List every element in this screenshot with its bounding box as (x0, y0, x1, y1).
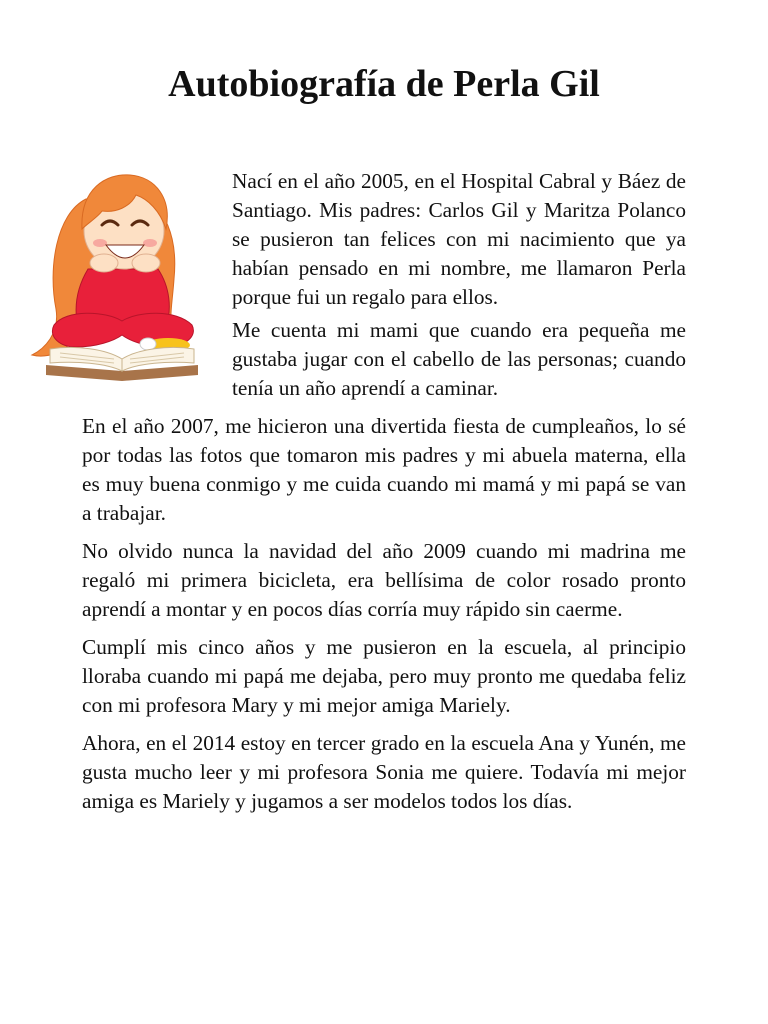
paragraph-2: Me cuenta mi mami que cuando era pequeña me gustaba jugar con el cabello de las personas; cuando tenía un año aprendí a caminar. (232, 318, 686, 400)
girl-reading-book-icon (26, 159, 212, 381)
paragraph-5: Cumplí mis cinco años y me pusieron en la escuela, al principio lloraba cuando mi papá me dejaba, pero muy pronto me quedaba feliz con mi profesora Mary y mi mejor amiga Mariely. (82, 635, 686, 717)
hand-right (132, 254, 160, 272)
cheek-right (143, 239, 157, 247)
paragraph-3: En el año 2007, me hicieron una divertida fiesta de cumpleaños, lo sé por todas las fotos que tomaron mis padres y mi abuela materna, ella es muy buena conmigo y me cuida cuando mi mamá y mi papá se van a trabajar. (82, 414, 686, 525)
sock-left (140, 338, 156, 350)
hand-left (90, 254, 118, 272)
paragraph-1: Nací en el año 2005, en el Hospital Cabral y Báez de Santiago. Mis padres: Carlos Gil y Maritza Polanco se pusieron tan felices con mi nacimiento que ya habían pensado en mi nombre, me llamaron Perla porque fui un regalo para ellos. (232, 169, 686, 309)
document-title: Autobiografía de Perla Gil (168, 63, 600, 105)
document-body (82, 167, 686, 825)
cheek-left (93, 239, 107, 247)
paragraph-4: No olvido nunca la navidad del año 2009 cuando mi madrina me regaló mi primera bicicleta, era bellísima de color rosado pronto aprendí a montar y en pocos días corría muy rápido sin caerme. (82, 539, 686, 621)
paragraph-6: Ahora, en el 2014 estoy en tercer grado en la escuela Ana y Yunén, me gusta mucho leer y mi profesora Sonia me quiere. Todavía mi mejor amiga es Mariely y jugamos a ser modelos todos los días. (82, 731, 686, 813)
